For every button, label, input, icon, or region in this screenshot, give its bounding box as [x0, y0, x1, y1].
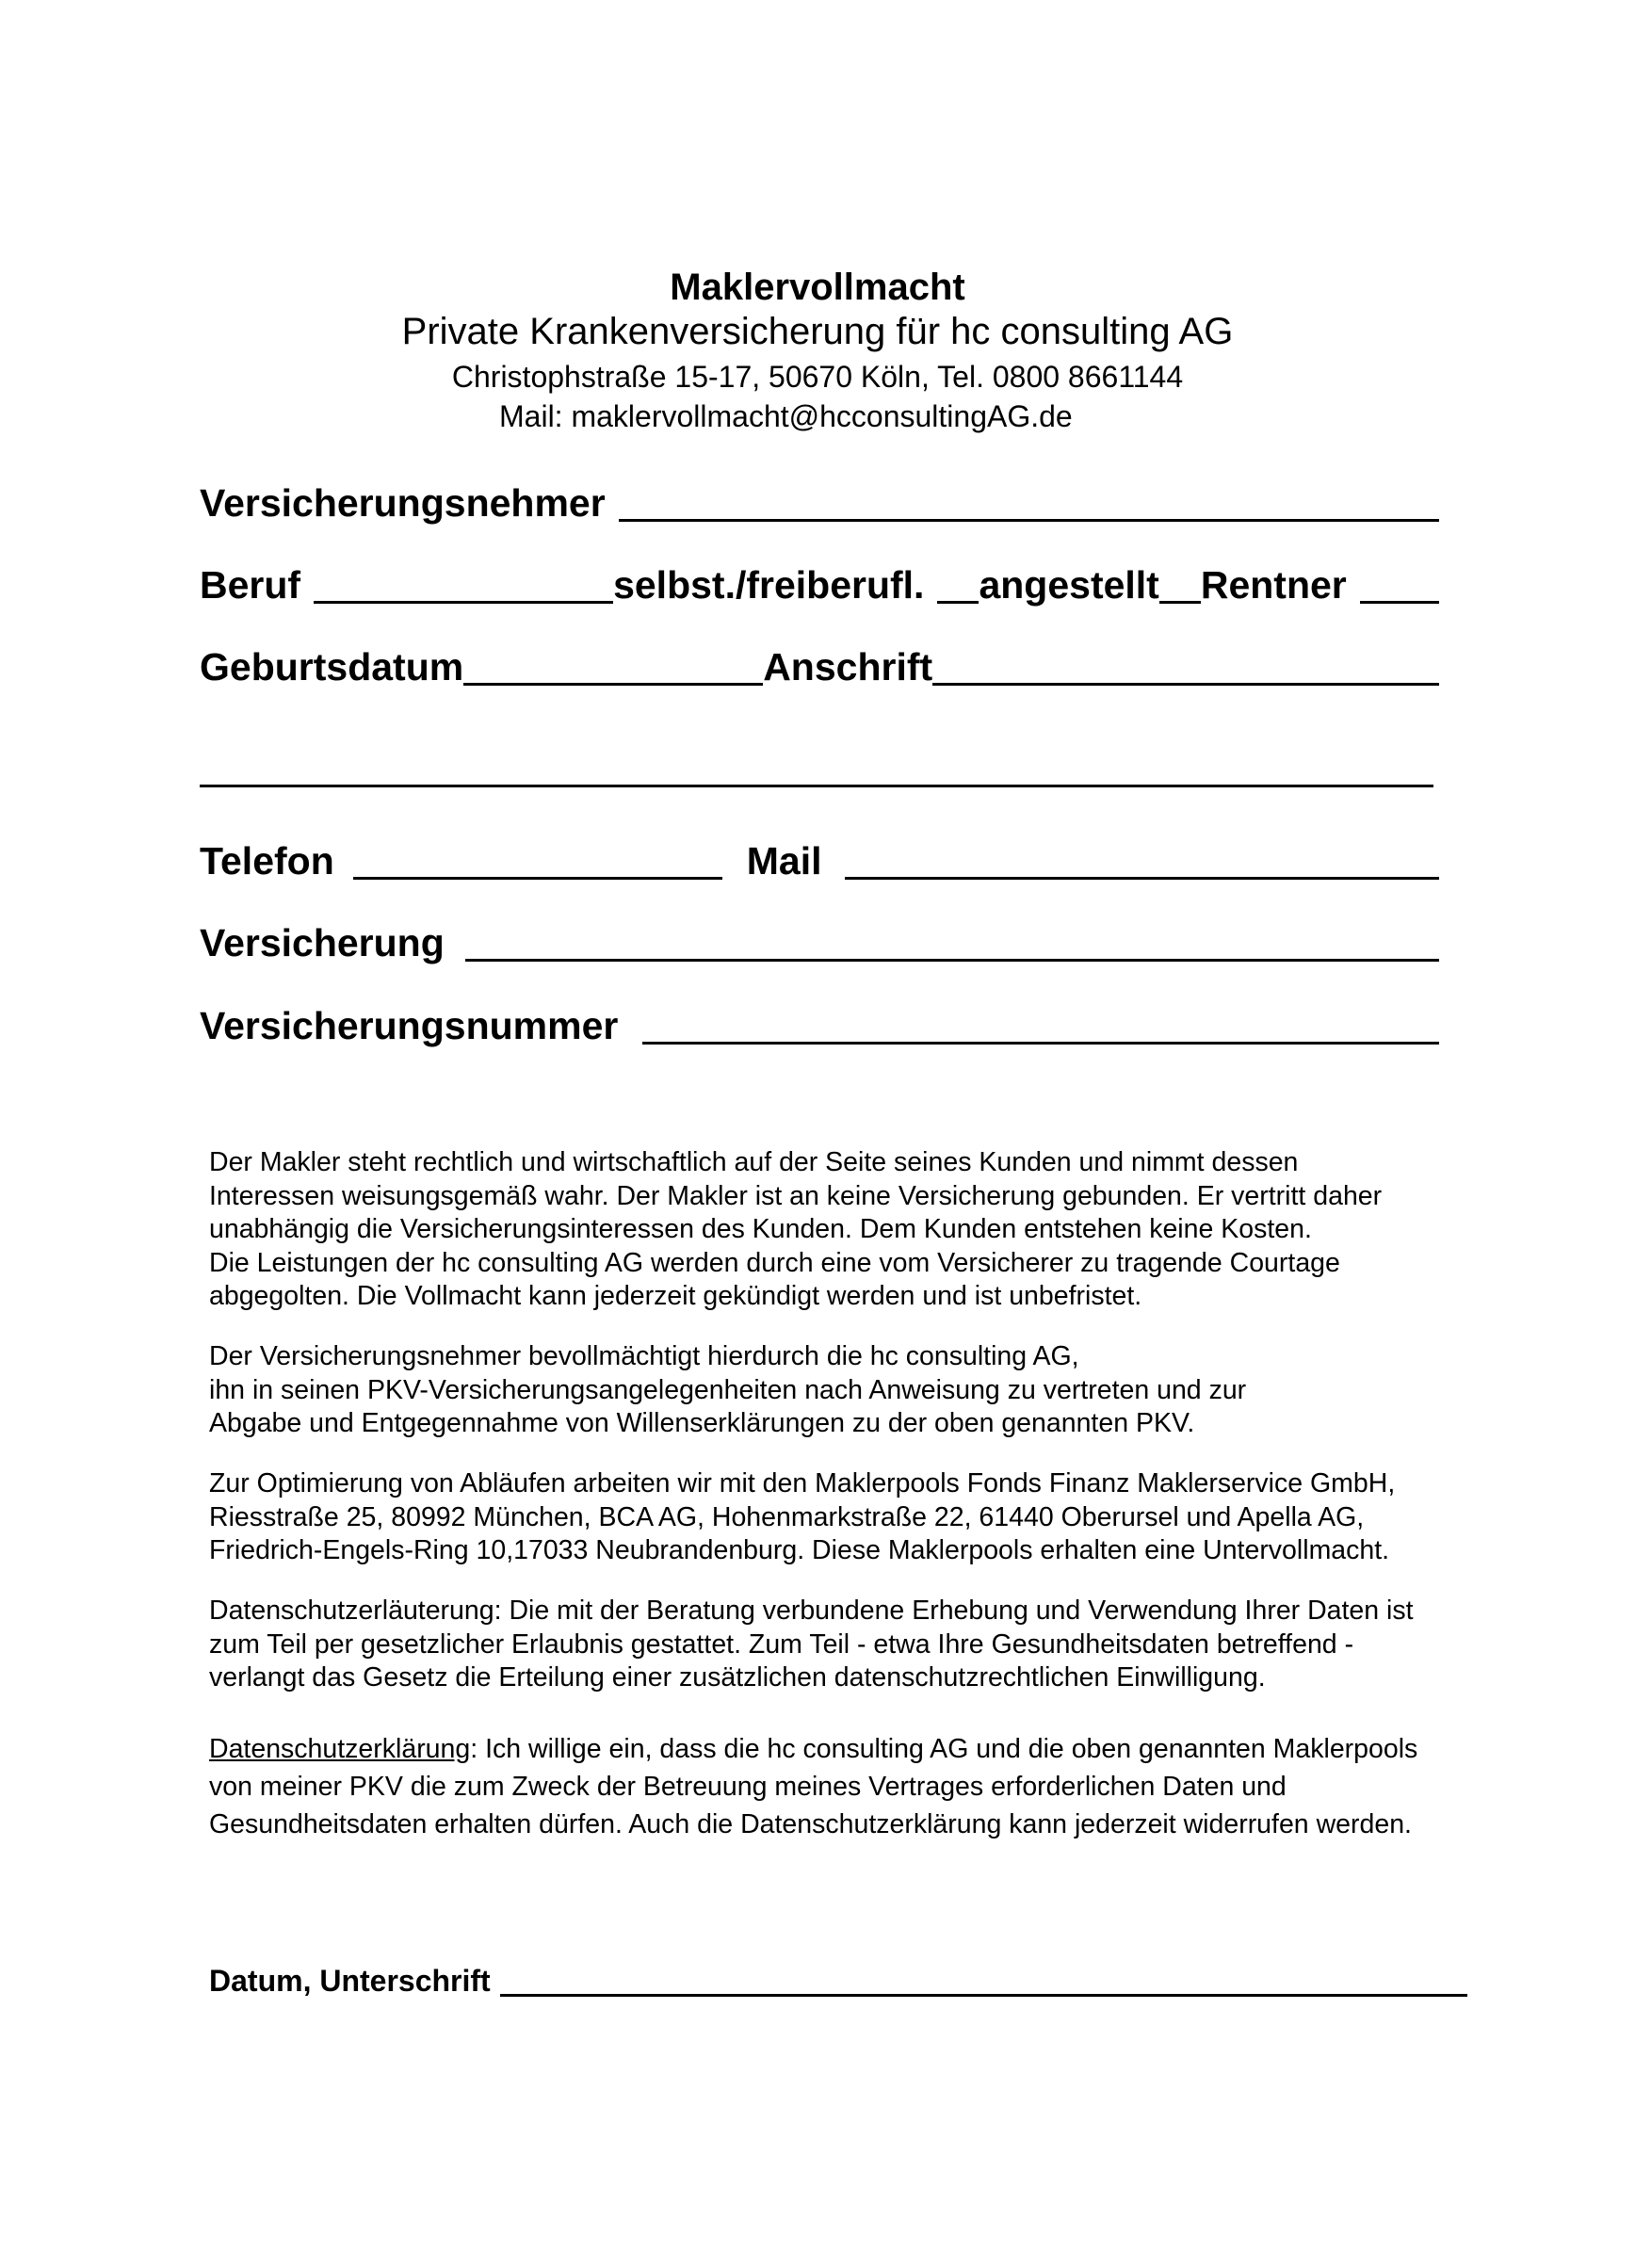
text-line: Der Versicherungsnehmer bevollmächtigt hierdurch die hc consulting AG,	[209, 1341, 1079, 1371]
field-beruf	[200, 560, 1439, 609]
datenschutzerklaerung-heading: Datenschutzerklärung	[209, 1734, 471, 1764]
paragraph-datenschutzerklaerung	[209, 1730, 1452, 1843]
company-mail: Mail: maklervollmacht@hcconsultingAG.de	[499, 399, 1073, 433]
document-subtitle: Private Krankenversicherung für hc consulting AG	[401, 311, 1234, 352]
label-versicherung: Versicherung	[200, 921, 445, 964]
input-line-telefon[interactable]	[353, 839, 722, 880]
text-line: zum Teil per gesetzlicher Erlaubnis gestattet. Zum Teil - etwa Ihre Gesundheitsdaten betreffend -	[209, 1628, 1354, 1660]
text-fragment: : Ich willige ein, dass die hc consulting AG und die oben genannten Maklerpools	[470, 1734, 1418, 1764]
field-versicherung	[200, 918, 1439, 967]
checkbox-line-angestellt[interactable]	[1159, 563, 1201, 604]
input-line-anschrift[interactable]	[932, 645, 1439, 686]
label-geburtsdatum: Geburtsdatum	[200, 645, 464, 688]
label-beruf: Beruf	[200, 563, 301, 607]
label-angestellt: angestellt	[979, 563, 1159, 607]
input-line-versicherung[interactable]	[465, 921, 1439, 962]
text-line: Die Leistungen der hc consulting AG werden durch eine vom Versicherer zu tragende Courtage	[209, 1247, 1340, 1278]
document-title: Maklervollmacht	[670, 267, 965, 308]
label-versicherungsnehmer: Versicherungsnehmer	[200, 481, 606, 525]
text-line: Zur Optimierung von Abläufen arbeiten wir mit den Maklerpools Fonds Finanz Maklerservice GmbH,	[209, 1468, 1396, 1498]
text-line: Riesstraße 25, 80992 München, BCA AG, Hohenmarkstraße 22, 61440 Oberursel und Apella AG,	[209, 1501, 1365, 1532]
field-telefon-mail	[200, 836, 1439, 885]
text-line: Abgabe und Entgegennahme von Willenserklärungen zu der oben genannten PKV.	[209, 1408, 1195, 1438]
label-telefon: Telefon	[200, 839, 334, 883]
field-signature	[209, 1959, 1467, 2001]
input-line-anschrift-2[interactable]	[200, 747, 1433, 787]
field-versicherungsnehmer	[200, 478, 1439, 527]
text-line: unabhängig die Versicherungsinteressen des Kunden. Dem Kunden entstehen keine Kosten.	[209, 1214, 1312, 1244]
text-line: Friedrich-Engels-Ring 10,17033 Neubrandenburg. Diese Maklerpools erhalten eine Untervollmacht.	[209, 1535, 1390, 1565]
label-signature: Datum, Unterschrift	[209, 1964, 491, 1998]
paragraph-bevollmaechtigung	[209, 1340, 1452, 1441]
field-versicherungsnummer	[200, 1001, 1439, 1050]
text-line: Der Makler steht rechtlich und wirtschaftlich auf der Seite seines Kunden und nimmt dessen	[209, 1147, 1299, 1177]
checkbox-line-selbst[interactable]	[937, 563, 979, 604]
field-geburtsdatum	[200, 642, 1439, 691]
input-line-beruf[interactable]	[314, 563, 613, 604]
label-mail: Mail	[746, 839, 822, 883]
input-line-geburtsdatum[interactable]	[463, 645, 763, 686]
paragraph-makler-info	[209, 1146, 1452, 1314]
input-line-mail[interactable]	[845, 839, 1440, 880]
text-line: Gesundheitsdaten erhalten dürfen. Auch die Datenschutzerklärung kann jederzeit widerrufen werden.	[209, 1809, 1412, 1839]
paragraph-datenschutzerlaeuterung	[209, 1595, 1452, 1695]
label-versicherungsnummer: Versicherungsnummer	[200, 1004, 619, 1047]
text-line: abgegolten. Die Vollmacht kann jederzeit gekündigt werden und ist unbefristet.	[209, 1281, 1142, 1311]
checkbox-line-rentner[interactable]	[1360, 563, 1439, 604]
text-line: ihn in seinen PKV-Versicherungsangelegenheiten nach Anweisung zu vertreten und zur	[209, 1374, 1247, 1405]
label-rentner: Rentner	[1200, 563, 1347, 607]
text-line	[209, 1730, 1452, 1768]
text-line: Interessen weisungsgemäß wahr. Der Makler ist an keine Versicherung gebunden. Er vertritt daher	[209, 1180, 1383, 1211]
company-address: Christophstraße 15-17, 50670 Köln, Tel. 0800 8661144	[451, 360, 1184, 394]
field-anschrift-continued	[200, 744, 1433, 793]
signature-line[interactable]	[500, 1962, 1467, 1997]
text-line: Datenschutzerläuterung: Die mit der Beratung verbundene Erhebung und Verwendung Ihrer Daten ist	[209, 1596, 1414, 1626]
paragraph-maklerpools	[209, 1467, 1452, 1568]
input-line-versicherungsnehmer[interactable]	[619, 481, 1439, 522]
label-selbst: selbst./freiberufl.	[613, 563, 925, 607]
label-anschrift: Anschrift	[763, 645, 933, 688]
text-line: verlangt das Gesetz die Erteilung einer zusätzlichen datenschutzrechtlichen Einwilligung.	[209, 1662, 1266, 1693]
text-line: von meiner PKV die zum Zweck der Betreuung meines Vertrages erforderlichen Daten und	[209, 1772, 1287, 1802]
input-line-versicherungsnummer[interactable]	[642, 1004, 1439, 1045]
